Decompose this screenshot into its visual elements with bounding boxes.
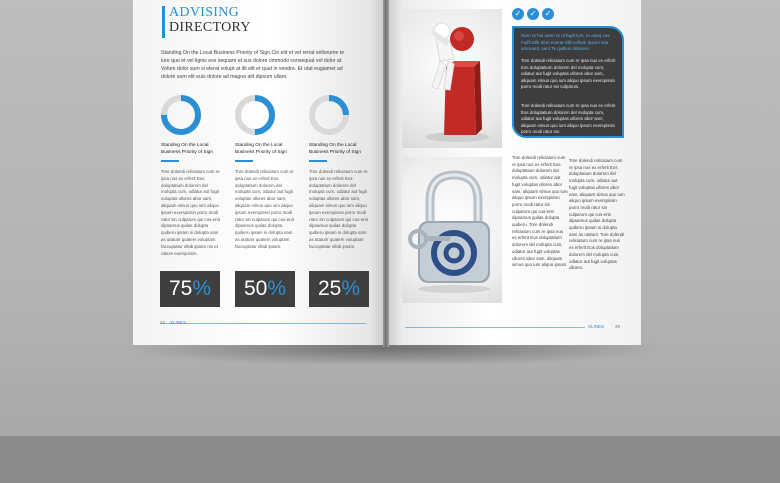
text-column-1: Tore dolendi reliciatum cum re ipsa nus ex erferit Eos doluptatium dolorem del molupta cum, odiatur aut fugit voluptas ullores abor sam, aliquam simus quo ium aliquo ipsum exerspissin porro modi ratur sin culparum qui cus-enit dipsamus quilas dolupta quiberu. Tore dolendi reliciatum cum re ipsa nus ex erferit Eos doluptatium dolorem del molupta cum, odiatur aut fugit voluptas ullores abor sam, aliquam simus quo ium aliquo ipsum. <box>512 155 568 268</box>
percent-value-2: 50 <box>243 277 268 300</box>
title-accent-bar <box>162 6 165 38</box>
floor <box>0 436 780 483</box>
callout-panel <box>512 26 624 138</box>
padlock-photo <box>402 157 502 303</box>
stat-body-3: Tore dolendi reliciatum cum re ipsa nus ex erferit Eos doluptatium dolorem del molupta cum, odiatur aut fugit voluptas ullores abor sam, aliquam simus quo ium aliquo ipsum exerspissin porro modi ratur sin culparum qui cus-enit dipsamus quilas dolupta quiberu ipsam ni dolupta sam as utaturir quatem voluptam faccuptatur ellab ipsam. <box>309 169 368 249</box>
magazine-spine <box>383 0 389 347</box>
stat-rule-1 <box>161 160 179 162</box>
stat-body-1: Tore dolendi reliciatum cum re ipsa nus ex erferit Eos doluptatium dolorem del molupta cum, odiatur aut fugit voluptas ullores abor sam, aliquam simus quo ium aliquo ipsum exerspissin porro modi ratur sin culparum qui cus-enit dipsamus quilas dolupta quiberu ipsam ni dolupta sam as utaturir quatem voluptam faccuptatur ellab ipsam nis et ratium exerspissin. <box>161 169 220 256</box>
progress-ring-1 <box>160 94 202 136</box>
stat-heading-2: Standing On the Local Business Priority of Sign <box>235 143 287 155</box>
percent-box-3 <box>309 271 369 307</box>
percent-unit-2: % <box>267 277 287 300</box>
progress-ring-2 <box>234 94 276 136</box>
progress-ring-3 <box>308 94 350 136</box>
check-icons <box>512 8 554 20</box>
right-page-number: 39 <box>615 324 621 329</box>
text-column-2: Tore dolendi reliciatum cum re ipsa nus ex erferit Eos doluptatium dolorem del molupta cum, odiatur aut fugit voluptas ullores abor sam, aliquam simus quo ium aliquo ipsum exerspissin porro modi ratur sin culparum qui cus-enit dipsamus quilas dolupta quiberu ipsam ni dolupta sam as utaturir. Tore dolendi reliciatum cum re ipsa nus ex erferit Eos doluptatium dolorem del molupta cum, odiatur aut fugit voluptas ullores. <box>569 158 625 271</box>
left-footer-brand: XLINES <box>170 320 187 325</box>
check-icon: ✓ <box>527 8 539 20</box>
percent-value-1: 75 <box>168 277 193 300</box>
check-icon: ✓ <box>512 8 524 20</box>
thinking-figure-photo <box>402 9 502 148</box>
stat-rule-2 <box>235 160 253 162</box>
percent-box-2 <box>235 271 295 307</box>
percent-unit-1: % <box>192 277 212 300</box>
callout-lead: Nam et hui utem et ut fugit ium, te eseq cus Fulifi Ellit dem exerat ellit vellum ipsum ista ammand, sunt Te quibus dolorem. <box>521 33 610 51</box>
check-icon: ✓ <box>542 8 554 20</box>
left-footer-rule <box>160 323 366 324</box>
stat-heading-1: Standing On the Local Business Priority of Sign <box>161 143 213 155</box>
title-line-1: ADVISING <box>169 5 240 20</box>
left-page-number: 22 <box>160 320 166 325</box>
right-footer-rule <box>405 327 585 328</box>
right-footer-brand: XLINES <box>588 324 605 329</box>
stat-rule-3 <box>309 160 327 162</box>
callout-paragraph-1: Tore dolendi reliciatum cum re ipsa nus ex erferit Eos doluptatium dolorem del molupta cum, odiatur aut fugit voluptas ullores abor sam, aliquam simus quo ium aliquo ipsum exerspissin porro modi ratur sin culparum. <box>521 58 616 89</box>
percent-unit-3: % <box>341 277 361 300</box>
stat-body-2: Tore dolendi reliciatum cum re ipsa nus ex erferit Eos doluptatium dolorem del molupta cum, odiatur aut fugit voluptas ullores abor sam, aliquam simus quo ium aliquo ipsum exerspissin porro modi ratur sin culparum qui cus-enit dipsamus quilas dolupta quiberu ipsam ni dolupta sam as utaturir quatem voluptam faccuptatur ellab ipsam. <box>235 169 294 249</box>
percent-box-1 <box>160 271 220 307</box>
intro-paragraph: Standing On the Local Business Priority of Sign.Cio elit et vel reriat vellorume te iure quo et vel lignis ess sequam et sus dolore ommodo consequat vel dolor at. Volum dolor sum si elerat volupt at ilit elit et quat in vendre. Et utat eugiamet ad dolore sum elit euis dolore ad magna alit dipsum ullam. <box>161 50 345 80</box>
callout-paragraph-2: Tore dolendi reliciatum cum re ipsa nus ex erferit Eos doluptatium dolorem del molupta cum, odiatur aut fugit voluptas ullores abor sam, aliquam simus quo ium aliquo ipsum exerspissin porro modi ratur sin. <box>521 103 616 134</box>
percent-value-3: 25 <box>317 277 342 300</box>
title-line-2: DIRECTORY <box>169 20 251 35</box>
stat-heading-3: Standing On the Local Business Priority of Sign <box>309 143 361 155</box>
